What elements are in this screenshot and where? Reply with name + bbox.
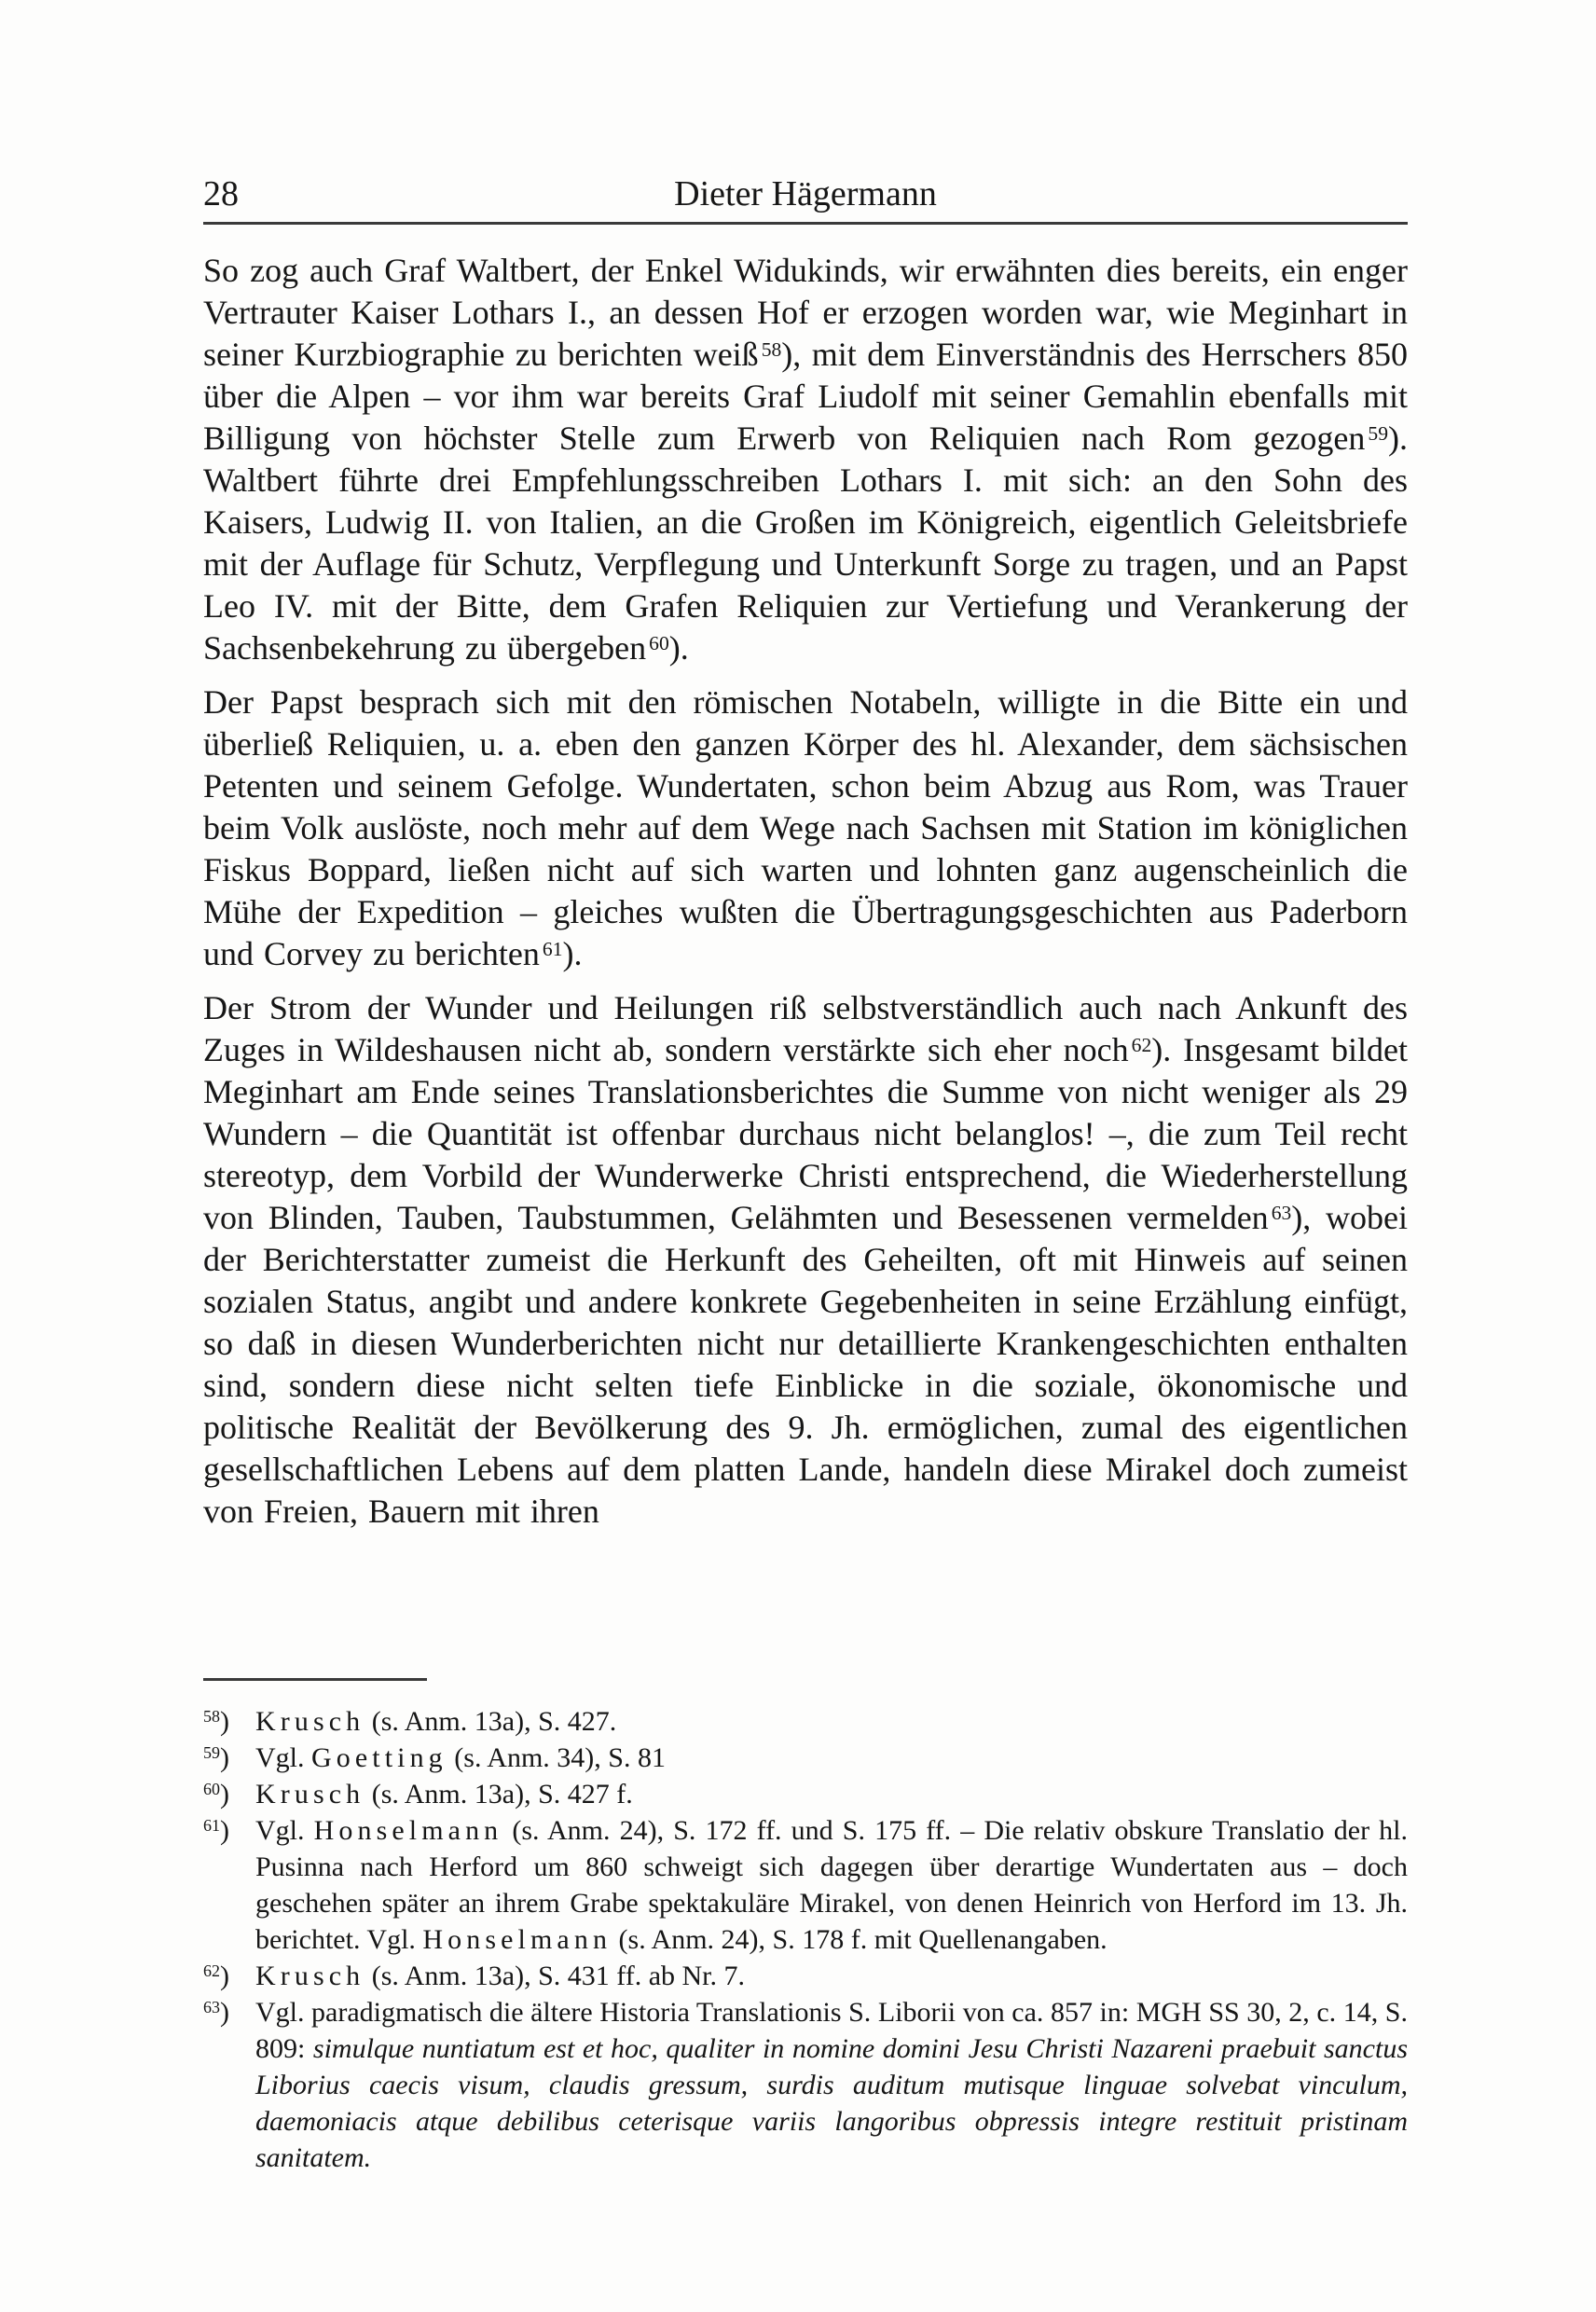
- footnote-63: [203, 1994, 1408, 2176]
- text-segment: (s. Anm. 24), S. 172 ff. und S. 175 ff. – Die relativ obskure Translatio der hl. Pusinna nach Herford um 860 schweigt sich dagegen über derartige Wundertaten aus – doch geschehen später an ihrem Grabe spektakuläre Mirakel, von denen Heinrich von Herford im 13. Jh. berichtet. Vgl.: [255, 1815, 1409, 1955]
- footnote-number: 59: [203, 1743, 220, 1763]
- footnote-ref: 63: [1271, 1201, 1292, 1224]
- text-segment: Der Papst besprach sich mit den römischen Notabeln, willigte in die Bitte ein und überließ Reliquien, u. a. eben den ganzen Körper des hl. Alexander, dem sächsischen Petenten und seinem Gefolge. Wundertaten, schon beim Abzug aus Rom, was Trauer beim Volk auslöste, noch mehr auf dem Wege nach Sachsen mit Station im königlichen Fiskus Boppard, ließen nicht auf sich warten und lohnten ganz augenscheinlich die Mühe der Expedition – gleiches wußten die Übertragungsgeschichten aus Paderborn und Corvey zu berichten: [203, 683, 1408, 972]
- footnote-marker: [203, 1994, 255, 2030]
- footnote-marker: [203, 1776, 255, 1812]
- text-segment: Honselmann: [422, 1924, 612, 1955]
- running-header: [203, 173, 1408, 214]
- text-segment: ). Waltbert führte drei Empfehlungsschreiben Lothars I. mit sich: an den Sohn des Kaisers, Ludwig II. von Italien, an die Großen im Königreich, eigentlich Geleitsbriefe mit der Auflage für Schutz, Verpflegung und Unterkunft Sorge zu tragen, und an Papst Leo IV. mit der Bitte, dem Grafen Reliquien zur Vertiefung und Verankerung der Sachsenbekehrung zu übergeben: [203, 420, 1408, 667]
- footnote-marker-paren: ): [220, 1961, 229, 1991]
- body-text: [203, 250, 1408, 1533]
- footnote-marker-paren: ): [220, 1997, 229, 2028]
- text-segment: (s. Anm. 13a), S. 427.: [365, 1706, 617, 1737]
- text-segment: Vgl.: [255, 1815, 314, 1846]
- footnote-text: [255, 1703, 1408, 1740]
- text-segment: ).: [562, 935, 583, 972]
- footnote-marker-paren: ): [220, 1742, 229, 1773]
- text-segment: simulque nuntiatum est et hoc, qualiter in nomine domini Jesu Christi Nazareni praebuit sanctus Liborius caecis visum, claudis gressum, surdis auditum mutisque linguae solvebat vinculum, daemoniacis atque debilibus ceterisque variis langoribus obpressis integre restituit pristinam sanitatem.: [255, 2033, 1408, 2173]
- footnote-marker: [203, 1703, 255, 1740]
- footnote-number: 63: [203, 1998, 220, 2017]
- text-segment: ), mit dem Einverständnis des Herrschers 850 über die Alpen – vor ihm war bereits Graf Liudolf mit seiner Gemahlin ebenfalls mit Billigung von höchster Stelle zum Erwerb von Reliquien nach Rom gezogen: [203, 336, 1409, 457]
- text-segment: Der Strom der Wunder und Heilungen riß selbstverständlich auch nach Ankunft des Zuges in Wildeshausen nicht ab, sondern verstärkte sich eher noch: [203, 989, 1408, 1068]
- text-segment: ).: [668, 629, 689, 667]
- text-segment: Krusch: [255, 1961, 365, 1991]
- footnote-separator: [203, 1678, 427, 1681]
- text-segment: Goetting: [311, 1742, 447, 1773]
- text-segment: Vgl. paradigmatisch die ältere Historia Translationis S. Liborii von ca. 857 in: MGH SS 30, 2, c. 14, S. 809:: [255, 1997, 1408, 2064]
- text-segment: Honselmann: [313, 1815, 503, 1846]
- text-segment: ), wobei der Berichterstatter zumeist die Herkunft des Geheilten, oft mit Hinweis auf seinen sozialen Status, angibt und andere konkrete Gegebenheiten in seine Erzählung einfügt, so daß in diesen Wunderberichten nicht nur detaillierte Krankengeschichten enthalten sind, sondern diese nicht selten tiefe Einblicke in die soziale, ökonomische und politische Realität der Bevölkerung des 9. Jh. ermöglichen, zumal des eigentlichen gesellschaftlichen Lebens auf dem platten Lande, handeln diese Mirakel doch zumeist von Freien, Bauern mit ihren: [203, 1199, 1409, 1530]
- footnote-marker: [203, 1958, 255, 1994]
- footnote-ref: 62: [1131, 1033, 1152, 1056]
- footnote-text: [255, 1994, 1408, 2176]
- footnote-number: 61: [203, 1816, 220, 1836]
- footnote-marker-paren: ): [220, 1706, 229, 1737]
- footnote-ref: 59: [1368, 421, 1388, 445]
- footnote-marker: [203, 1740, 255, 1776]
- footnote-marker-paren: ): [220, 1779, 229, 1810]
- footnote-ref: 60: [649, 631, 669, 654]
- text-segment: Krusch: [255, 1706, 365, 1737]
- text-segment: (s. Anm. 13a), S. 431 ff. ab Nr. 7.: [365, 1961, 746, 1991]
- text-segment: (s. Anm. 34), S. 81: [447, 1742, 666, 1773]
- footnote-ref: 58: [761, 337, 782, 361]
- footnote-text: [255, 1776, 1408, 1812]
- footnote-text: [255, 1812, 1408, 1958]
- page-number: 28: [203, 174, 239, 213]
- running-title: Dieter Hägermann: [674, 174, 937, 213]
- footnote-61: [203, 1812, 1408, 1958]
- footnote-marker: [203, 1812, 255, 1849]
- footnote-number: 60: [203, 1780, 220, 1799]
- text-segment: Vgl.: [255, 1742, 311, 1773]
- footnote-ref: 61: [542, 937, 563, 960]
- text-segment: ). Insgesamt bildet Meginhart am Ende seines Translationsberichtes die Summe von nicht weniger als 29 Wundern – die Quantität ist offenbar durchaus nicht belanglos! –, die zum Teil recht stereotyp, dem Vorbild der Wunderwerke Christi entsprechend, die Wiederherstellung von Blinden, Tauben, Taubstummen, Gelähmten und Besessenen vermelden: [203, 1031, 1408, 1236]
- text-segment: So zog auch Graf Waltbert, der Enkel Widukinds, wir erwähnten dies bereits, ein enger Vertrauter Kaiser Lothars I., an dessen Hof er erzogen worden war, wie Meginhart in seiner Kurzbiographie zu berichten weiß: [203, 252, 1408, 373]
- footnote-58: [203, 1703, 1408, 1740]
- footnotes-section: [203, 1678, 1408, 2176]
- footnote-62: [203, 1958, 1408, 1994]
- text-segment: Krusch: [255, 1779, 365, 1810]
- paragraph-1: [203, 250, 1408, 669]
- paragraph-2: [203, 681, 1408, 975]
- text-segment: (s. Anm. 24), S. 178 f. mit Quellenangaben.: [612, 1924, 1108, 1955]
- text-segment: (s. Anm. 13a), S. 427 f.: [365, 1779, 633, 1810]
- footnote-marker-paren: ): [220, 1815, 229, 1846]
- footnote-number: 58: [203, 1707, 220, 1727]
- paragraph-3: [203, 987, 1408, 1533]
- footnote-60: [203, 1776, 1408, 1812]
- footnote-number: 62: [203, 1961, 220, 1981]
- header-rule: [203, 222, 1408, 225]
- footnote-59: [203, 1740, 1408, 1776]
- footnote-text: [255, 1958, 1408, 1994]
- footnote-text: [255, 1740, 1408, 1776]
